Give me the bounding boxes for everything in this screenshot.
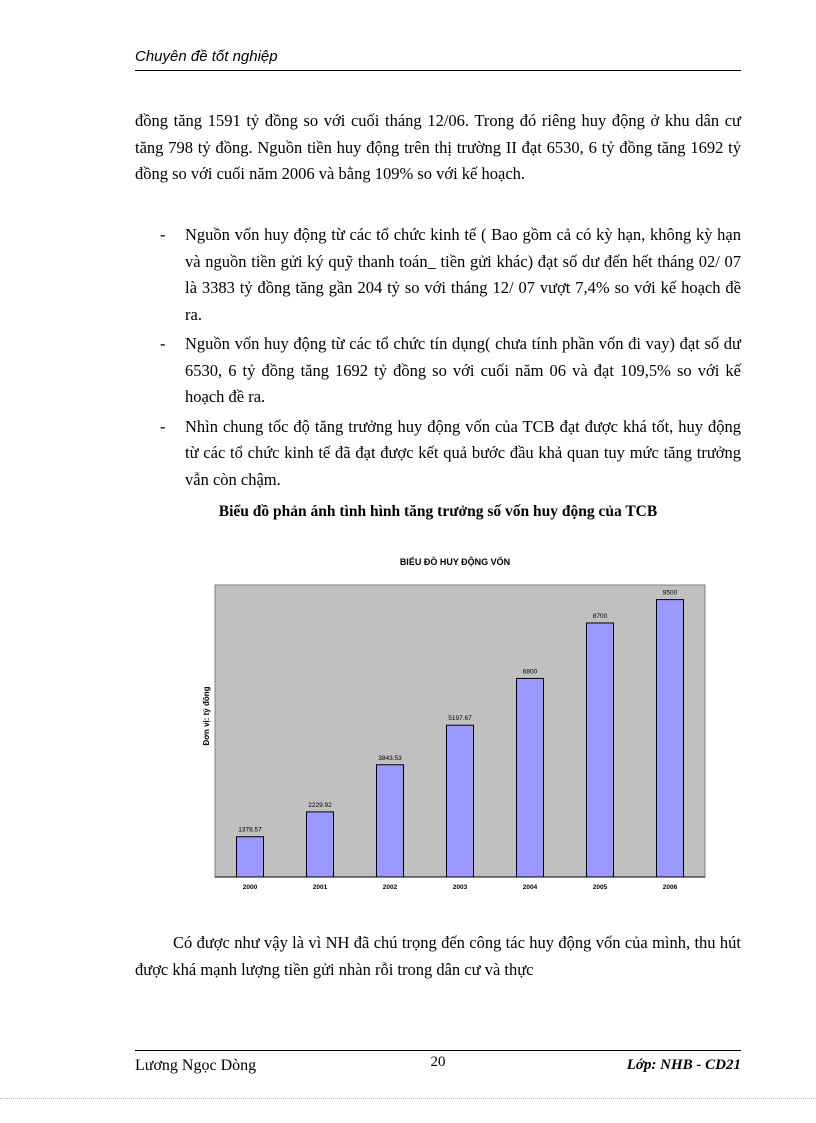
bullet-text: Nguồn vốn huy động từ các tổ chức kinh tế ( Bao gồm cả có kỳ hạn, không kỳ hạn và nguồn tiền gửi ký quỹ thanh toán_ tiền gửi khác) đạt số dư đến hết tháng 02/ 07 là 3383 tỷ đồng tăng gần 204 tỷ so với tháng 12/ 07 vượt 7,4% so với kế hoạch đề ra. bbox=[185, 225, 741, 324]
x-tick-label: 2005 bbox=[592, 884, 608, 891]
bar bbox=[587, 623, 614, 877]
bar bbox=[517, 678, 544, 877]
data-label: 5197.67 bbox=[448, 715, 472, 723]
bullet-list bbox=[135, 222, 741, 496]
x-tick-label: 2001 bbox=[312, 884, 328, 891]
page-footer bbox=[135, 1050, 741, 1081]
x-tick-label: 2002 bbox=[382, 884, 398, 891]
page-edge-divider bbox=[0, 1098, 816, 1099]
x-tick-label: 2000 bbox=[242, 884, 258, 891]
data-label: 2229.92 bbox=[308, 801, 332, 809]
x-tick-label: 2003 bbox=[452, 884, 468, 891]
chart-title: BIỂU ĐỒ HUY ĐỘNG VỐN bbox=[399, 557, 511, 567]
data-label: 6800 bbox=[522, 668, 538, 676]
bar bbox=[307, 812, 334, 877]
data-label: 1378.57 bbox=[238, 826, 262, 834]
data-label: 8700 bbox=[592, 612, 608, 620]
bar-chart bbox=[190, 545, 710, 895]
paragraph-conclusion: Có được như vậy là vì NH đã chú trọng đến công tác huy động vốn của mình, thu hút được khá mạnh lượng tiền gửi nhàn rỗi trong dân cư và thực bbox=[135, 933, 741, 979]
bullet-dash: - bbox=[160, 225, 166, 244]
chart-caption: Biểu đồ phản ánh tình hình tăng trưởng số vốn huy động của TCB bbox=[218, 503, 658, 520]
bullet-text: Nguồn vốn huy động từ các tổ chức tín dụng( chưa tính phần vốn đi vay) đạt số dư 6530, 6 tỷ đồng tăng 1692 tỷ đồng so với cuối năm 06 và đạt 109,5% so với kế hoạch đề ra. bbox=[185, 334, 741, 406]
paragraph-intro: đồng tăng 1591 tỷ đồng so với cuối tháng 12/06. Trong đó riêng huy động ở khu dân cư tăng 798 tỷ đồng. Nguồn tiền huy động trên thị trường II đạt 6530, 6 tỷ đồng tăng 1692 tỷ đồng so với cuối năm 2006 và bằng 109% so với kế hoạch. bbox=[135, 111, 741, 183]
bar bbox=[377, 765, 404, 877]
list-item bbox=[135, 222, 741, 328]
chart-svg bbox=[190, 545, 710, 895]
header-title: Chuyên đề tốt nghiệp bbox=[135, 48, 278, 65]
y-axis-label: Đơn vị: tỷ đồng bbox=[202, 686, 211, 746]
page-header bbox=[135, 48, 741, 71]
x-tick-label: 2004 bbox=[522, 884, 538, 891]
footer-author: Lương Ngọc Dòng bbox=[135, 1057, 257, 1074]
bar bbox=[237, 837, 264, 877]
list-item bbox=[135, 414, 741, 494]
data-label: 9500 bbox=[662, 589, 678, 597]
footer-class: Lớp: NHB - CD21 bbox=[626, 1057, 741, 1073]
list-item bbox=[135, 331, 741, 411]
bar bbox=[657, 600, 684, 877]
bullet-dash: - bbox=[160, 334, 166, 353]
bullet-dash: - bbox=[160, 416, 166, 436]
data-label: 3843.53 bbox=[378, 754, 402, 762]
x-tick-label: 2006 bbox=[662, 884, 678, 891]
footer-page-number: 20 bbox=[430, 1054, 446, 1070]
bullet-text: Nhìn chung tốc độ tăng trưởng huy động vốn của TCB đạt được khá tốt, huy động từ các tổ chức kinh tế đã đạt được kết quả bước đầu khả quan tuy mức tăng trưởng vẫn còn chậm. bbox=[185, 416, 741, 489]
bar bbox=[447, 725, 474, 877]
